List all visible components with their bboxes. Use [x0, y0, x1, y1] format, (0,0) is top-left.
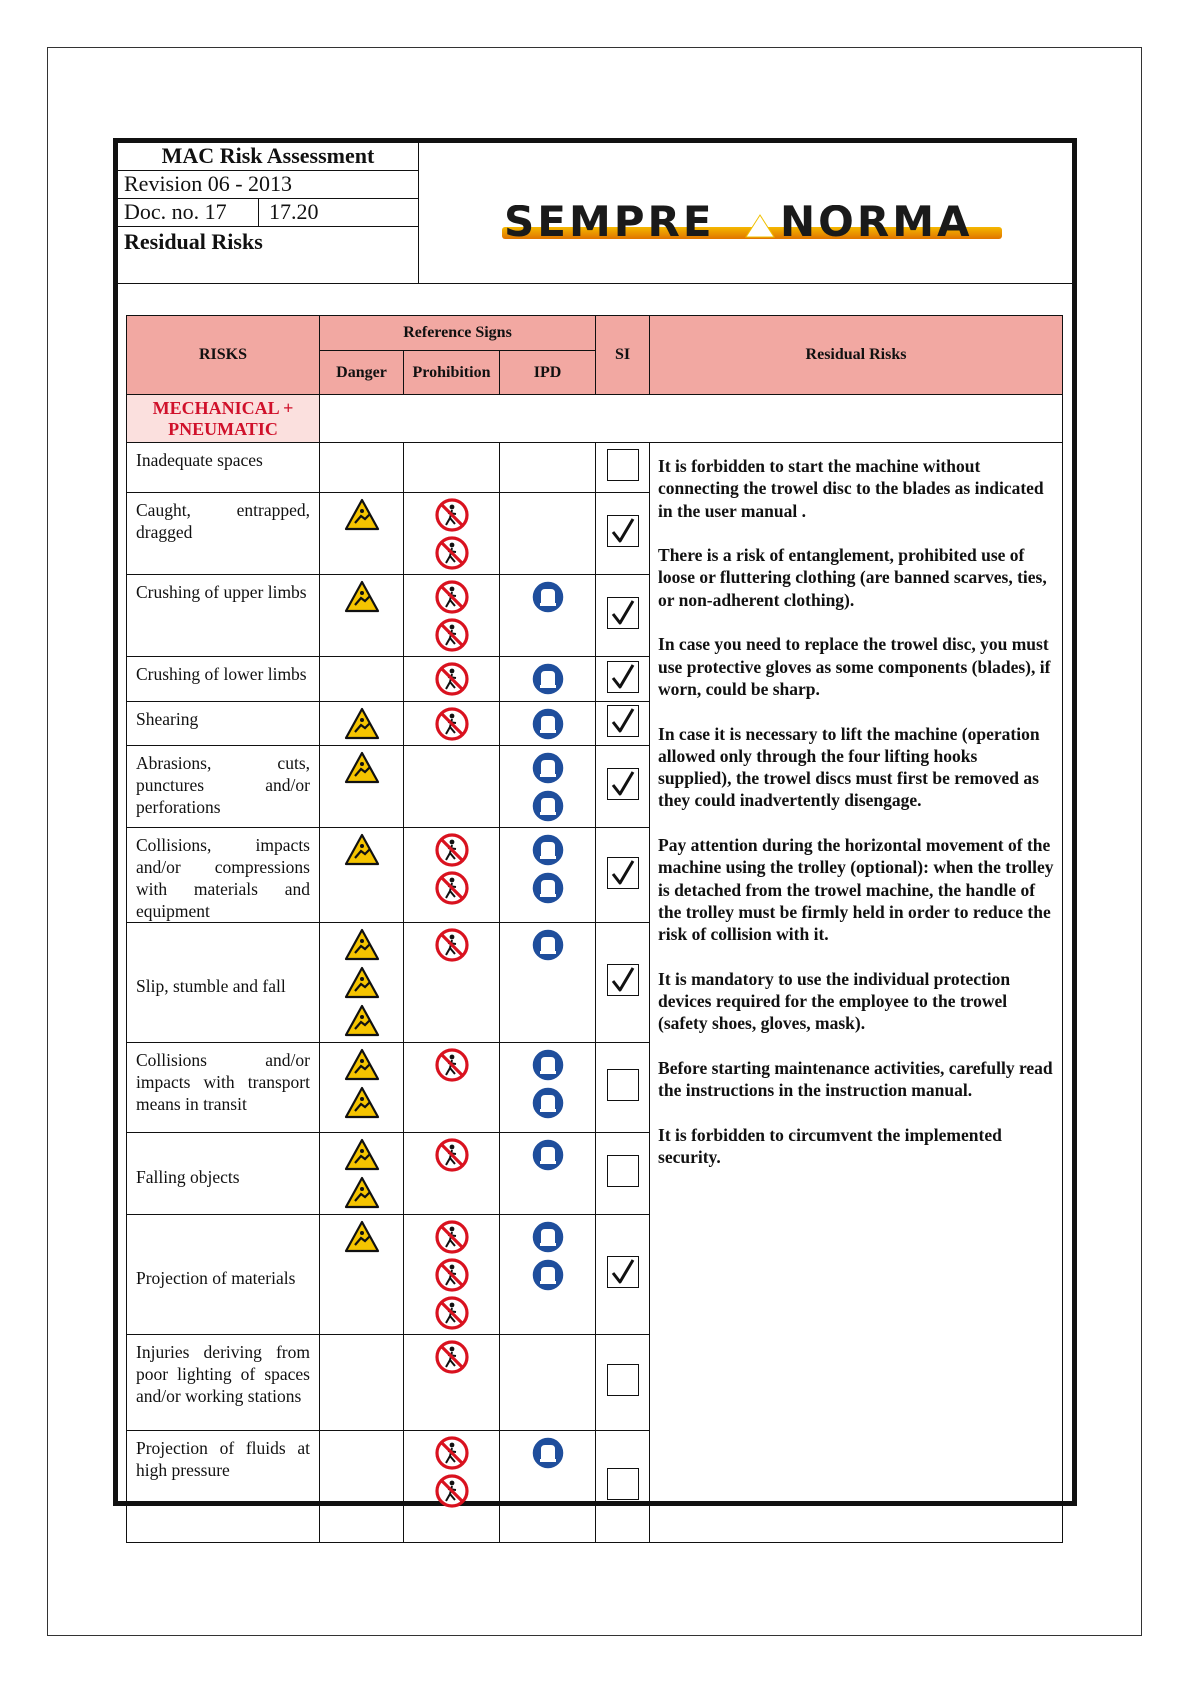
checkmark-icon [610, 598, 636, 628]
risk-label: Projection of materials [127, 1215, 320, 1335]
mandatory-ppe-icon [530, 706, 566, 742]
risk-label: Shearing [127, 702, 320, 746]
si-cell [596, 702, 650, 746]
revision-label: Revision 06 - 2013 [118, 171, 418, 199]
mandatory-ppe-icon [530, 870, 566, 906]
risk-label: Injuries deriving from poor lighting of spaces and/or working stations [127, 1335, 320, 1431]
prohibition-circle-icon [434, 1473, 470, 1509]
category-spacer [320, 395, 1063, 443]
residual-paragraph: Before starting maintenance activities, carefully read the instructions in the instruction manual. [658, 1058, 1053, 1101]
prohibition-circle-icon [434, 1257, 470, 1293]
si-checkbox[interactable] [607, 1468, 639, 1500]
mandatory-ppe-icon [530, 1047, 566, 1083]
residual-risks-text [650, 443, 1063, 1543]
si-cell [596, 575, 650, 657]
prohibition-circle-icon [434, 1435, 470, 1471]
mandatory-ppe-icon [530, 661, 566, 697]
si-checkbox[interactable] [607, 1364, 639, 1396]
sempre-norma-logo [498, 205, 1008, 245]
warning-triangle-icon [344, 1219, 380, 1255]
col-header-si: SI [596, 316, 650, 395]
prohibition-circle-icon [434, 617, 470, 653]
warning-triangle-icon [344, 1047, 380, 1083]
prohibition-circle-icon [434, 535, 470, 571]
prohibition-circle-icon [434, 1047, 470, 1083]
warning-triangle-icon [344, 579, 380, 615]
warning-triangle-icon [344, 927, 380, 963]
logo-text-left: SEMPRE [504, 205, 715, 245]
mandatory-ppe-icon [530, 750, 566, 786]
si-cell [596, 657, 650, 702]
checkmark-icon [610, 1257, 636, 1287]
si-cell [596, 1335, 650, 1431]
warning-triangle-icon [344, 1003, 380, 1039]
mandatory-ppe-icon [530, 788, 566, 824]
si-checkbox[interactable] [607, 964, 639, 996]
risk-label: Caught, entrapped, dragged [127, 493, 320, 575]
si-checkbox[interactable] [607, 1155, 639, 1187]
si-cell [596, 1431, 650, 1543]
si-checkbox[interactable] [607, 768, 639, 800]
checkmark-icon [610, 965, 636, 995]
residual-paragraph: In case it is necessary to lift the machine (operation allowed only through the four lifting hooks supplied), the trowel discs must first be removed as they could inadvertently disengage. [658, 723, 1040, 811]
si-checkbox[interactable] [607, 597, 639, 629]
risk-table [126, 315, 1063, 1543]
prohibition-circle-icon [434, 1295, 470, 1331]
mandatory-ppe-icon [530, 1435, 566, 1471]
residual-paragraph: In case you need to replace the trowel disc, you must use protective gloves as some components (blades), if worn, could be sharp. [658, 634, 1051, 699]
col-header-danger: Danger [320, 351, 404, 395]
si-checkbox[interactable] [607, 857, 639, 889]
prohibition-circle-icon [434, 661, 470, 697]
prohibition-circle-icon [434, 706, 470, 742]
risk-label: Slip, stumble and fall [127, 923, 320, 1043]
si-cell [596, 1043, 650, 1133]
document-subtitle: Residual Risks [124, 229, 263, 254]
risk-label: Crushing of lower limbs [127, 657, 320, 702]
warning-triangle-icon [344, 497, 380, 533]
warning-triangle-icon [344, 832, 380, 868]
risk-label: Collisions, impacts and/or compressions with materials and equipment [127, 828, 320, 923]
col-header-risks: RISKS [127, 316, 320, 395]
mandatory-ppe-icon [530, 1137, 566, 1173]
prohibition-circle-icon [434, 927, 470, 963]
risk-label: Inadequate spaces [127, 443, 320, 493]
checkmark-icon [610, 769, 636, 799]
risk-label: Falling objects [127, 1133, 320, 1215]
checkmark-icon [610, 662, 636, 692]
prohibition-circle-icon [434, 1219, 470, 1255]
residual-paragraph: There is a risk of entanglement, prohibited use of loose or fluttering clothing (are banned scarves, ties, or non-adherent clothing). [658, 545, 1047, 610]
mandatory-ppe-icon [530, 832, 566, 868]
prohibition-circle-icon [434, 1137, 470, 1173]
document-title: MAC Risk Assessment [118, 143, 418, 171]
si-cell [596, 493, 650, 575]
risk-assessment-document [113, 138, 1077, 1506]
warning-triangle-icon [344, 1085, 380, 1121]
category-mechanical-pneumatic: MECHANICAL + PNEUMATIC [127, 395, 320, 443]
doc-number-label: Doc. no. 17 [118, 199, 259, 226]
doc-number-value: 17.20 [269, 199, 319, 224]
mandatory-ppe-icon [530, 1257, 566, 1293]
prohibition-circle-icon [434, 579, 470, 615]
si-checkbox[interactable] [607, 1069, 639, 1101]
warning-triangle-icon [344, 706, 380, 742]
residual-paragraph: It is forbidden to start the machine without connecting the trowel disc to the blades as indicated in the user manual . [658, 456, 1044, 521]
col-header-reference-signs: Reference Signs [320, 316, 596, 351]
si-cell [596, 443, 650, 493]
si-cell [596, 1215, 650, 1335]
col-header-residual-risks: Residual Risks [650, 316, 1063, 395]
si-checkbox[interactable] [607, 515, 639, 547]
checkmark-icon [610, 706, 636, 736]
si-cell [596, 923, 650, 1043]
warning-triangle-icon [344, 1175, 380, 1211]
checkmark-icon [610, 516, 636, 546]
prohibition-circle-icon [434, 1339, 470, 1375]
si-cell [596, 1133, 650, 1215]
si-checkbox[interactable] [607, 661, 639, 693]
document-info-block [118, 143, 419, 283]
col-header-ipd: IPD [500, 351, 596, 395]
prohibition-circle-icon [434, 832, 470, 868]
risk-label: Abrasions, cuts, punctures and/or perforations [127, 746, 320, 828]
mandatory-ppe-icon [530, 927, 566, 963]
mandatory-ppe-icon [530, 1219, 566, 1255]
header-divider [118, 283, 1072, 284]
si-cell [596, 828, 650, 923]
warning-triangle-icon [344, 965, 380, 1001]
risk-label: Collisions and/or impacts with transport means in transit [127, 1043, 320, 1133]
residual-paragraph: It is forbidden to circumvent the implemented security. [658, 1124, 1002, 1168]
si-checkbox[interactable] [607, 705, 639, 737]
col-header-prohibition: Prohibition [404, 351, 500, 395]
checkmark-icon [610, 858, 636, 888]
prohibition-circle-icon [434, 497, 470, 533]
mandatory-ppe-icon [530, 1085, 566, 1121]
si-checkbox[interactable] [607, 449, 639, 481]
risk-label: Projection of fluids at high pressure [127, 1431, 320, 1543]
residual-paragraph: It is mandatory to use the individual protection devices required for the employee to the trowel (safety shoes, gloves, mask). [658, 968, 1011, 1034]
warning-triangle-icon [344, 1137, 380, 1173]
warning-triangle-icon [344, 750, 380, 786]
residual-paragraph: Pay attention during the horizontal movement of the machine using the trolley (optional): when the trolley is detached from the trowel machine, the handle of the trolley must be firmly held in order to reduce the risk of collision with it. [658, 835, 1054, 945]
si-checkbox[interactable] [607, 1256, 639, 1288]
logo-text-right: NORMA [780, 205, 973, 245]
prohibition-circle-icon [434, 870, 470, 906]
doc-number-row [118, 199, 418, 227]
mandatory-ppe-icon [530, 579, 566, 615]
si-cell [596, 746, 650, 828]
risk-label: Crushing of upper limbs [127, 575, 320, 657]
